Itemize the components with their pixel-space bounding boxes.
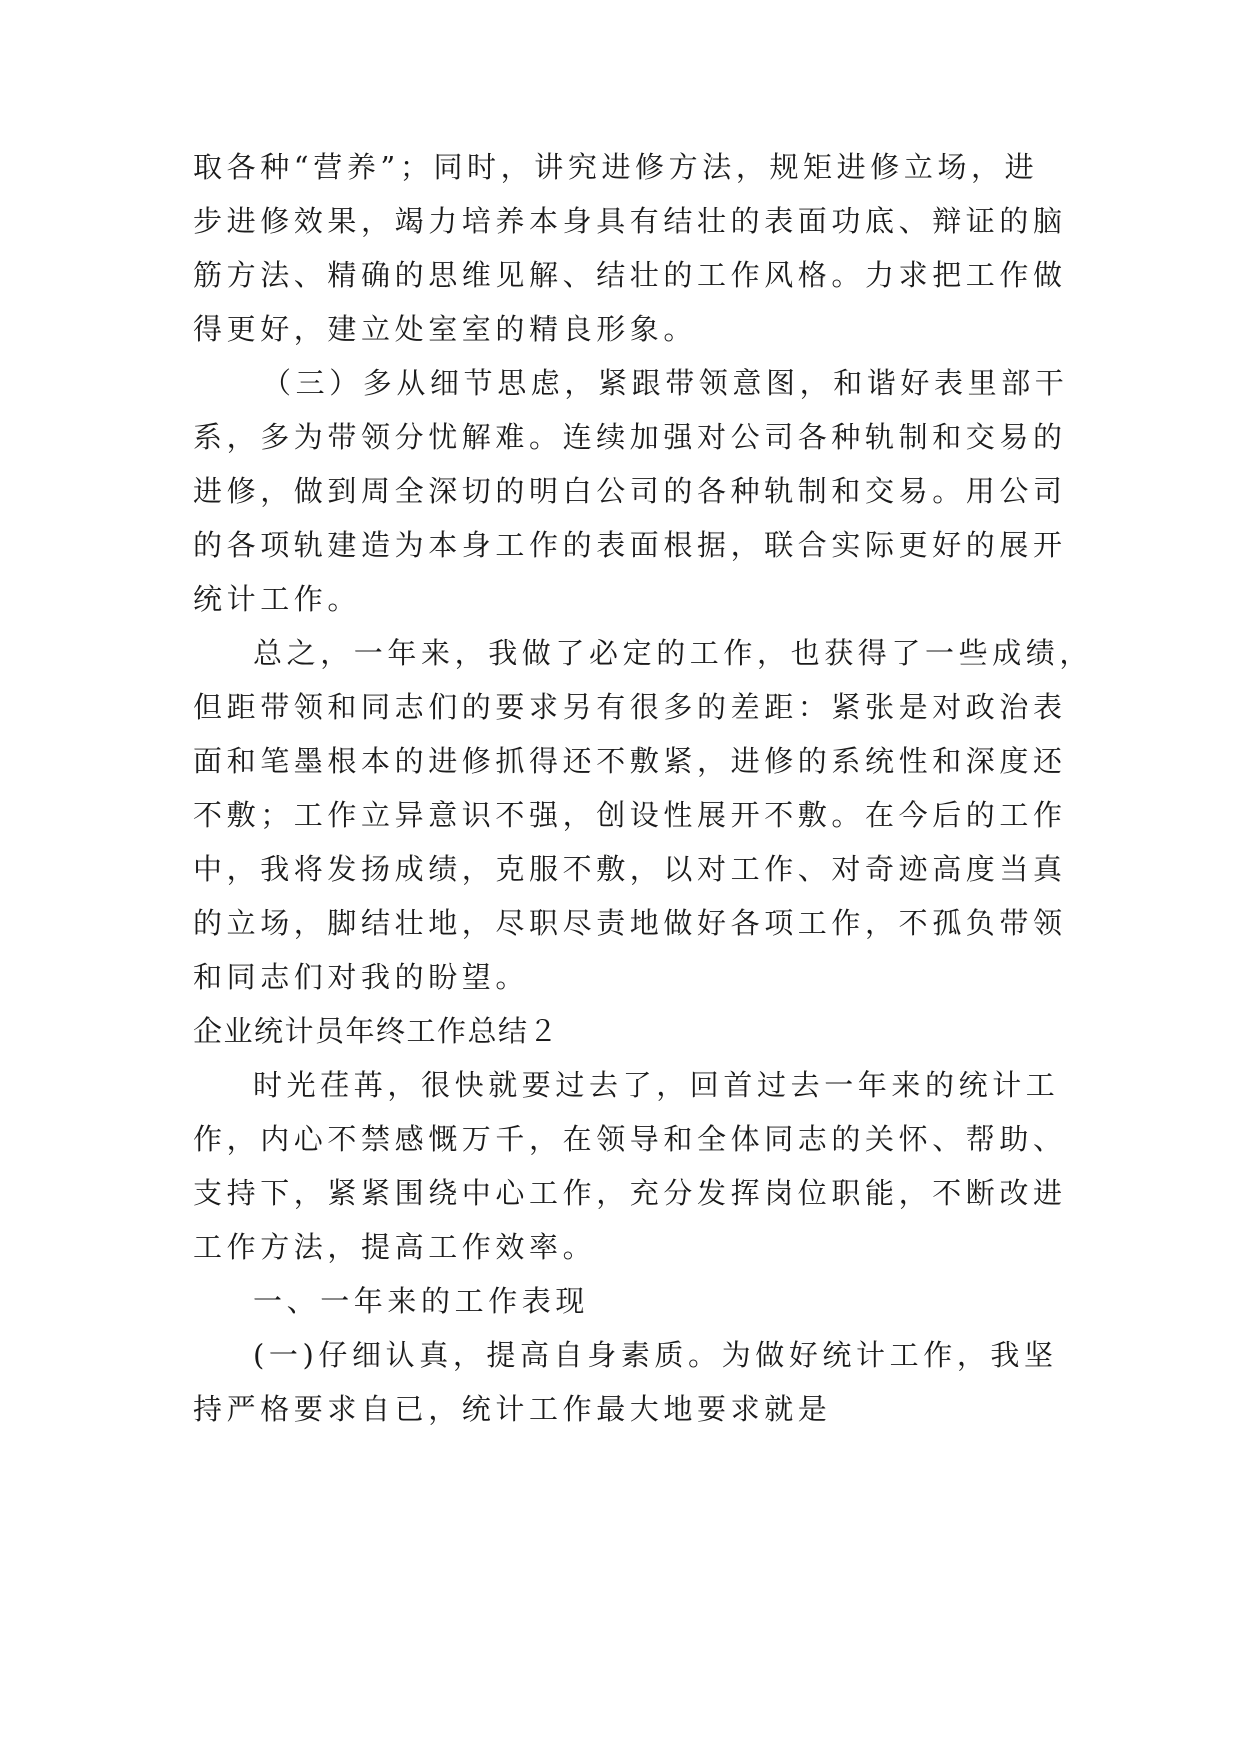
text-line: 面和笔墨根本的进修抓得还不敷紧，进修的系统性和深度还 <box>193 744 1067 778</box>
text-line: 支持下，紧紧围绕中心工作，充分发挥岗位职能，不断改进 <box>193 1176 1067 1210</box>
text-line: 的各项轨建造为本身工作的表面根据，联合实际更好的展开 <box>193 528 1067 562</box>
text-line: (一)仔细认真，提高自身素质。为做好统计工作，我坚 <box>253 1338 1058 1372</box>
text-line: 中，我将发扬成绩，克服不敷，以对工作、对奇迹高度当真 <box>193 852 1067 886</box>
text-line: 得更好，建立处室室的精良形象。 <box>193 312 698 346</box>
text-line: 取各种“营养”；同时，讲究进修方法，规矩进修立场，进 <box>193 150 1039 184</box>
text-line: 进修，做到周全深切的明白公司的各种轨制和交易。用公司 <box>193 474 1067 508</box>
text-line: （三）多从细节思虑，紧跟带领意图，和谐好表里部干 <box>262 366 1069 400</box>
text-line: 不敷；工作立异意识不强，创设性展开不敷。在今后的工作 <box>193 798 1067 832</box>
text-line: 的立场，脚结壮地，尽职尽责地做好各项工作，不孤负带领 <box>193 906 1067 940</box>
text-line: 统计工作。 <box>193 582 362 616</box>
text-line: 但距带领和同志们的要求另有很多的差距：紧张是对政治表 <box>193 690 1067 724</box>
text-line: 系，多为带领分忧解难。连续加强对公司各种轨制和交易的 <box>193 420 1067 454</box>
text-line: 步进修效果，竭力培养本身具有结壮的表面功底、辩证的脑 <box>193 204 1067 238</box>
subheading-line: 一、一年来的工作表现 <box>253 1284 590 1318</box>
text-line: 工作方法，提高工作效率。 <box>193 1230 597 1264</box>
section-heading: 企业统计员年终工作总结２ <box>193 1014 560 1048</box>
text-line: 作，内心不禁感慨万千，在领导和全体同志的关怀、帮助、 <box>193 1122 1067 1156</box>
text-line: 时光荏苒，很快就要过去了，回首过去一年来的统计工 <box>253 1068 1060 1102</box>
text-line: 持严格要求自已，统计工作最大地要求就是 <box>193 1392 832 1426</box>
text-line: 筋方法、精确的思维见解、结壮的工作风格。力求把工作做 <box>193 258 1067 292</box>
text-line: 总之，一年来，我做了必定的工作，也获得了一些成绩， <box>253 636 1094 670</box>
text-line: 和同志们对我的盼望。 <box>193 960 530 994</box>
